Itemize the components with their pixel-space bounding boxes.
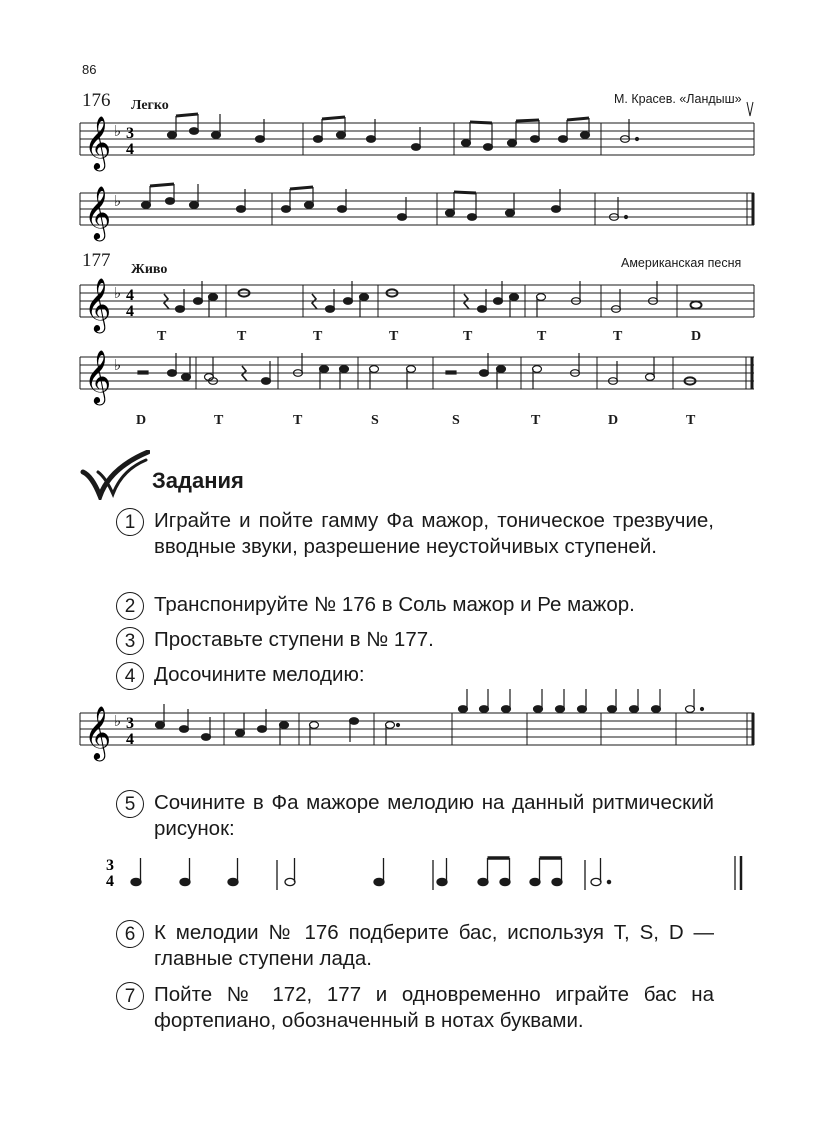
staff-177-line-2	[0, 344, 816, 424]
treble-clef-icon: 𝄞	[84, 707, 112, 758]
staff-176-line-1	[0, 110, 816, 190]
task-number: 2	[116, 592, 144, 620]
task-text: Пойте № 172, 177 и одновременно играйте бас на фортепиано, обозначенный в нотах буквами.	[154, 983, 714, 1032]
flat-icon: ♭	[114, 358, 122, 374]
degree-label: D	[136, 413, 147, 428]
task-text: Сочините в Фа мажоре мелодию на данный ритмический рисунок:	[154, 791, 714, 840]
time-signature-top: 4	[126, 287, 134, 304]
treble-clef-icon: 𝄞	[84, 187, 112, 238]
task-4-staff	[0, 700, 816, 780]
time-signature-bottom: 4	[126, 141, 134, 158]
degree-label: T	[686, 413, 696, 428]
treble-clef-icon: 𝄞	[84, 279, 112, 330]
tempo-marking-177: Живо	[131, 262, 168, 277]
treble-clef-icon: 𝄞	[84, 351, 112, 402]
exercise-number-176: 176	[82, 90, 111, 111]
author-177: Американская песня	[621, 256, 742, 270]
degree-label: T	[531, 413, 541, 428]
task-number: 5	[116, 790, 144, 818]
tasks-heading: Задания	[152, 468, 244, 493]
task-number: 6	[116, 920, 144, 948]
task-text: Играйте и пойте гамму Фа мажор, тоническое трезвучие, вводные звуки, разрешение неустойчивых ступеней.	[154, 509, 714, 558]
degree-label: D	[691, 329, 702, 344]
degree-label: S	[371, 413, 379, 428]
task-5-rhythm	[0, 846, 816, 906]
task-text: Транспонируйте № 176 в Соль мажор и Ре мажор.	[154, 593, 635, 616]
degree-label: T	[537, 329, 547, 344]
flat-icon: ♭	[114, 714, 122, 730]
degree-label: D	[608, 413, 619, 428]
time-signature-top: 3	[106, 857, 114, 874]
degree-label: T	[293, 413, 303, 428]
time-signature-bottom: 4	[126, 731, 134, 748]
time-signature-bottom: 4	[106, 873, 114, 890]
task-text: Проставьте ступени в № 177.	[154, 628, 434, 651]
treble-clef-icon: 𝄞	[84, 117, 112, 168]
flat-icon: ♭	[114, 124, 122, 140]
task-number: 7	[116, 982, 144, 1010]
task-text: К мелодии № 176 подберите бас, используя T, S, D — главные ступени лада.	[154, 921, 714, 970]
task-number: 1	[116, 508, 144, 536]
flat-icon: ♭	[114, 286, 122, 302]
task-number: 3	[116, 627, 144, 655]
author-176: М. Красев. «Ландыш»	[614, 92, 742, 106]
tempo-marking-176: Легко	[131, 98, 169, 113]
task-text: Досочините мелодию:	[154, 663, 365, 686]
flat-icon: ♭	[114, 194, 122, 210]
degree-label: T	[613, 329, 623, 344]
staff-176-line-2	[0, 180, 816, 260]
degree-label: T	[313, 329, 323, 344]
page-number: 86	[82, 62, 97, 77]
degree-label: T	[214, 413, 224, 428]
degree-label: S	[452, 413, 460, 428]
time-signature-top: 3	[126, 715, 134, 732]
checkmark-icon	[80, 450, 150, 500]
degree-label: T	[157, 329, 167, 344]
degree-label: T	[389, 329, 399, 344]
time-signature-bottom: 4	[126, 303, 134, 320]
task-number: 4	[116, 662, 144, 690]
degree-label: T	[237, 329, 247, 344]
degree-label: T	[463, 329, 473, 344]
time-signature-top: 3	[126, 125, 134, 142]
exercise-number-177: 177	[82, 250, 111, 271]
